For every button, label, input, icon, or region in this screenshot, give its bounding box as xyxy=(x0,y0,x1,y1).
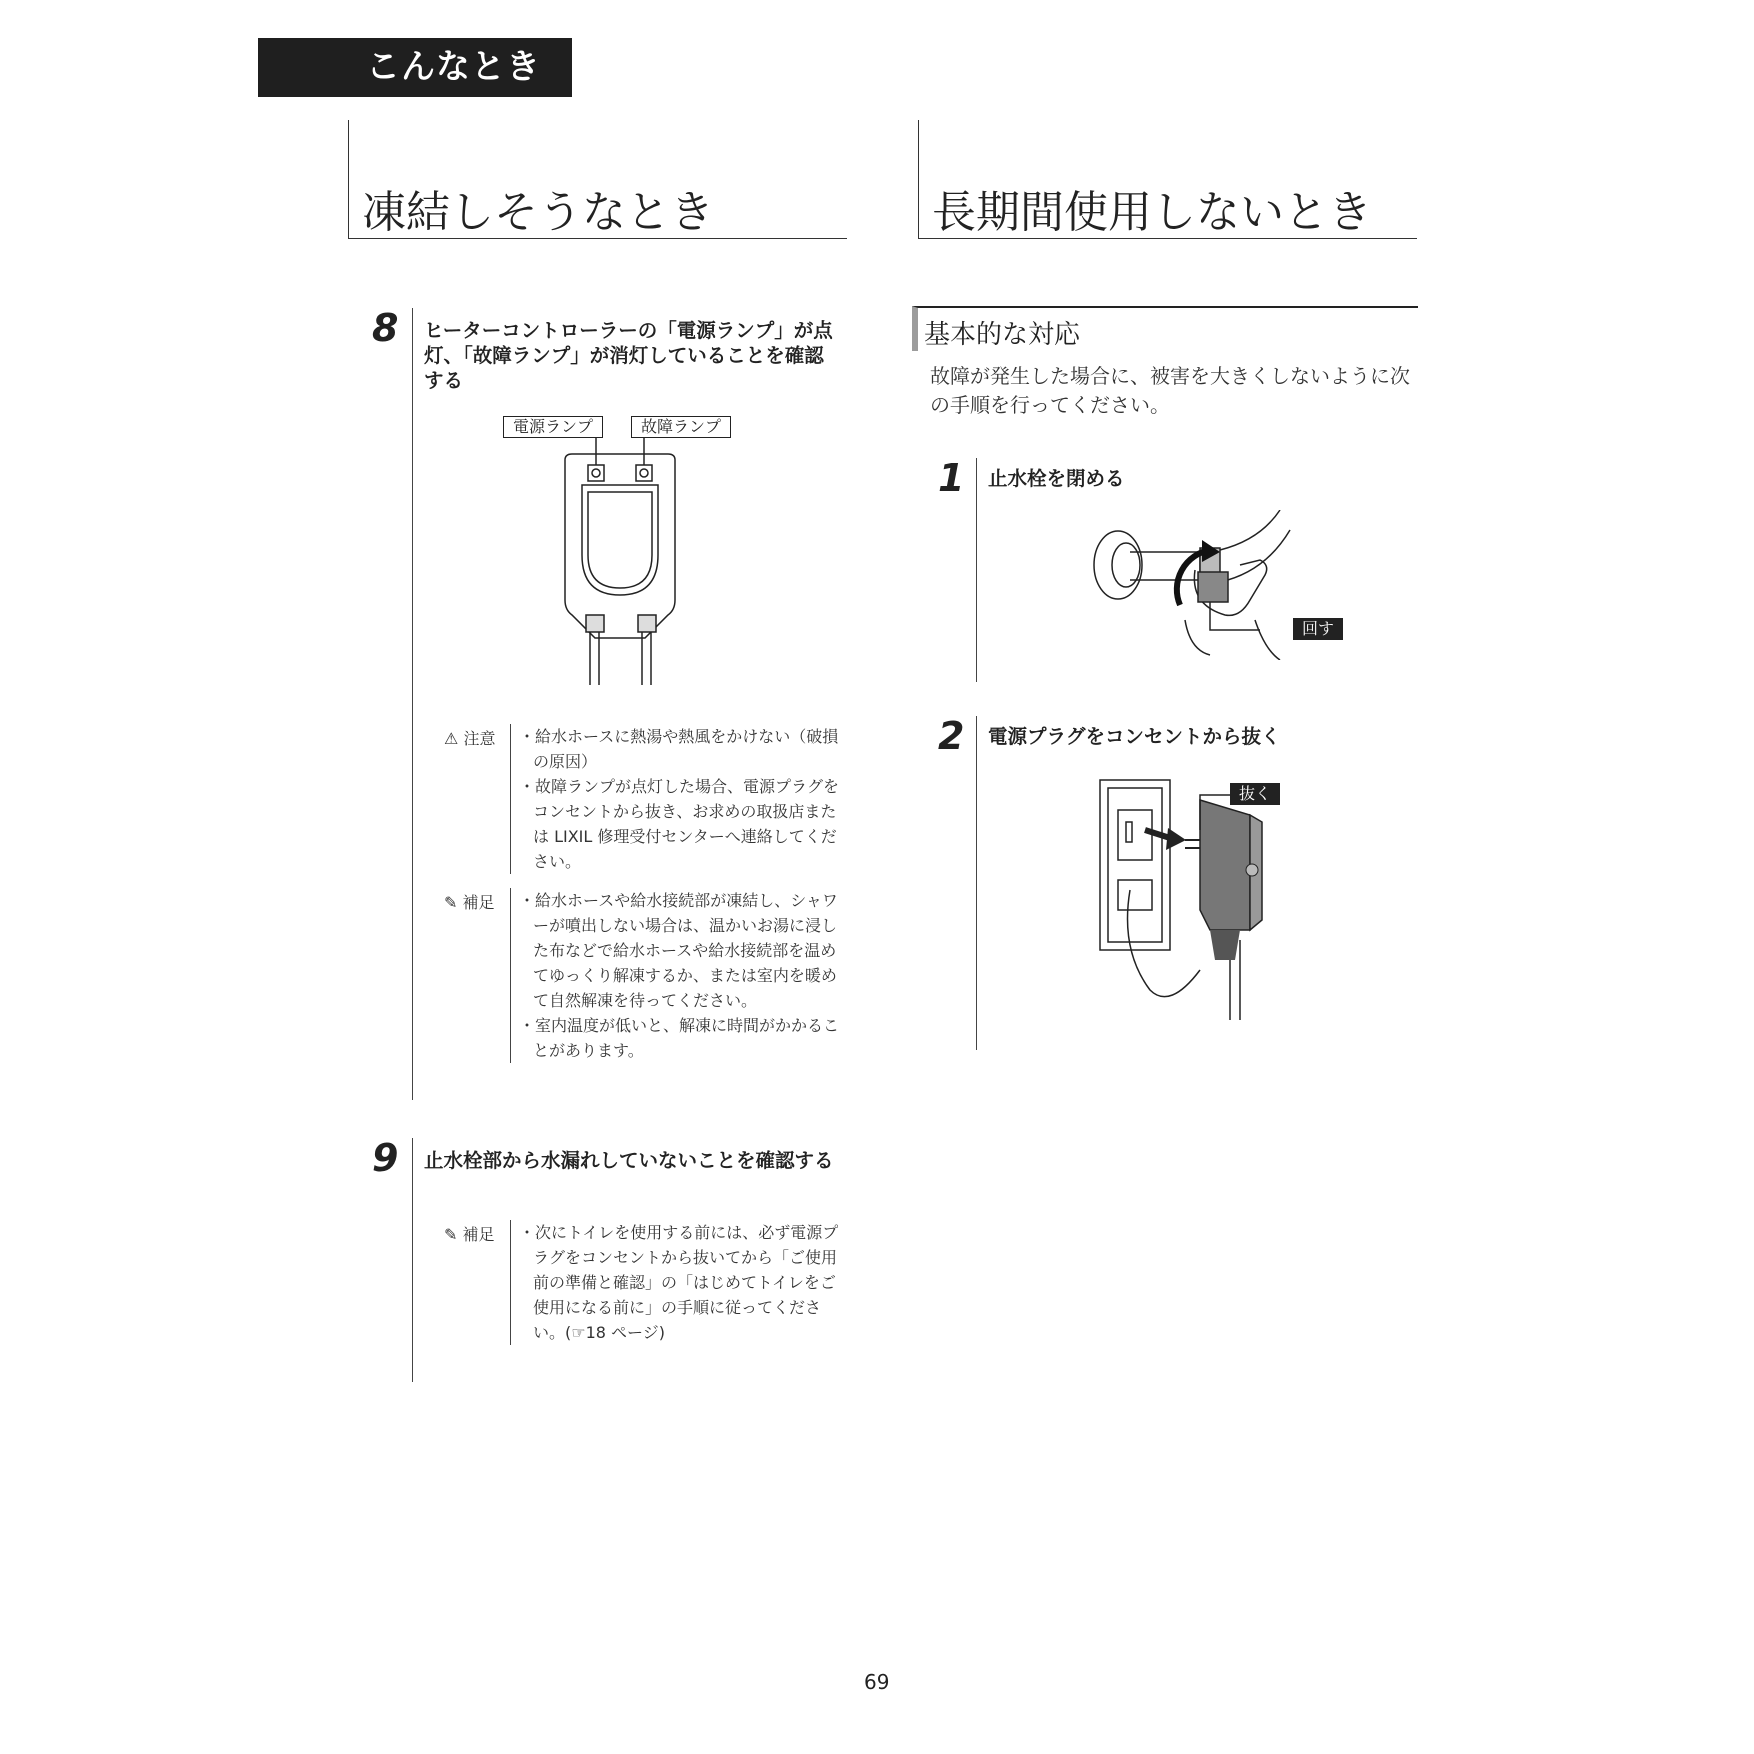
pencil-icon: ✎ xyxy=(444,1225,458,1244)
pull-out-label: 抜く xyxy=(1230,783,1280,805)
step-9-text: 止水栓部から水漏れしていないことを確認する xyxy=(424,1149,834,1172)
section-title-freezing: 凍結しそうなとき xyxy=(362,187,714,238)
supplement-tag-8: ✎ 補足 xyxy=(444,893,495,912)
supplement-8-item-1: ・給水ホースや給水接続部が凍結し、シャワーが噴出しない場合は、温かいお湯に浸した布などで給水ホースや給水接続部を温めてゆっくり解凍するか、または室内を暖めて自然解凍を待ってください。 xyxy=(519,891,838,1010)
step-2-text: 電源プラグをコンセントから抜く xyxy=(988,725,1281,748)
step-8-rule xyxy=(412,308,413,1100)
pull-arrow xyxy=(1145,830,1170,838)
supplement-8-item-2: ・室内温度が低いと、解凍に時間がかかることがあります。 xyxy=(519,1016,840,1060)
cord-left xyxy=(590,632,599,685)
power-plug-illustration xyxy=(1090,770,1330,1020)
warning-icon: ⚠ xyxy=(444,729,459,748)
step-1-rule xyxy=(976,458,977,682)
outlet-lower xyxy=(1118,880,1152,910)
step-8-text: ヒーターコントローラーの「電源ランプ」が点灯、「故障ランプ」が消灯していることを確認する xyxy=(424,319,833,392)
caution-item-2: ・故障ランプが点灯した場合、電源プラグをコンセントから抜き、お求めの取扱店または LIXIL 修理受付センターへ連絡してください。 xyxy=(519,777,840,871)
controller-panel xyxy=(582,485,658,595)
cord-right xyxy=(642,632,651,685)
supplement-9-item-1: ・次にトイレを使用する前には、必ず電源プラグをコンセントから抜いてから「ご使用前の準備と確認」の「はじめてトイレをご使用になる前に」の手順に従ってください。(☞18 ページ) xyxy=(519,1223,839,1342)
outlet-upper xyxy=(1118,810,1152,860)
step-2-rule xyxy=(976,716,977,1050)
intro-text: 故障が発生した場合に、被害を大きくしないように次の手順を行ってください。 xyxy=(930,364,1410,417)
rotate-label: 回す xyxy=(1293,618,1343,640)
supplement-tag-9: ✎ 補足 xyxy=(444,1225,495,1244)
chapter-tab: こんなときは xyxy=(258,38,572,97)
step-9-rule xyxy=(412,1138,413,1382)
step-9-number: 9 xyxy=(372,1136,399,1180)
power-lamp-indicator xyxy=(588,465,604,481)
step-1-number: 1 xyxy=(938,456,965,500)
wall-plate xyxy=(1100,780,1170,950)
caution-tag: ⚠ 注意 xyxy=(444,729,496,748)
fault-lamp-indicator xyxy=(636,465,652,481)
caution-note xyxy=(510,724,839,874)
step-8-number: 8 xyxy=(372,306,399,350)
supplement-note-9 xyxy=(510,1220,839,1345)
pencil-icon: ✎ xyxy=(444,893,458,912)
section-title-long-term: 長期間使用しないとき xyxy=(932,187,1372,238)
supplement-note-8 xyxy=(510,888,839,1063)
step-1-text: 止水栓を閉める xyxy=(988,467,1125,490)
cord xyxy=(1128,890,1201,997)
fault-lamp-label: 故障ランプ xyxy=(631,416,731,438)
supply-hose xyxy=(1220,510,1290,582)
caution-item-1: ・給水ホースに熱湯や熱風をかけない（破損の原因） xyxy=(519,727,839,771)
page-number: 69 xyxy=(864,1670,890,1694)
heater-controller-illustration xyxy=(500,410,760,695)
power-lamp-label: 電源ランプ xyxy=(503,416,603,438)
step-2-number: 2 xyxy=(938,714,965,758)
subheading-basic-response: 基本的な対応 xyxy=(912,306,1418,351)
valve-knob xyxy=(1198,572,1228,602)
wall-flange xyxy=(1094,531,1142,599)
plug-body xyxy=(1200,800,1250,930)
